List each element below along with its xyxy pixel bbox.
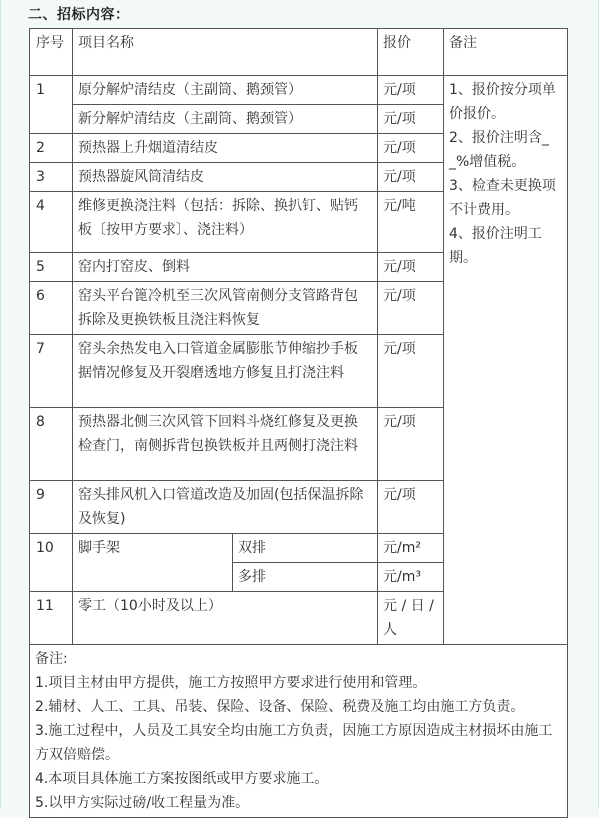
notes-row (30, 645, 568, 818)
row-price: 元/吨 (378, 192, 444, 253)
section-title: 二、招标内容： (28, 7, 130, 23)
row-seq: 6 (30, 282, 73, 335)
row-price: 元/m³ (378, 563, 444, 592)
remark-line: 1、报价按分项单价报价。 (449, 82, 556, 122)
row-price: 元/项 (378, 134, 444, 163)
remark-line: 3、检查未更换项不计费用。 (449, 178, 556, 218)
row-price: 元/项 (378, 408, 444, 481)
row-seq: 10 (30, 534, 73, 592)
row-price: 元/项 (378, 335, 444, 408)
row-name: 原分解炉清结皮（主副筒、鹅颈管） (73, 76, 378, 105)
row-seq: 4 (30, 192, 73, 253)
row-name: 新分解炉清结皮（主副筒、鹅颈管） (73, 105, 378, 134)
bid-table (29, 28, 568, 818)
row-name: 脚手架 (73, 534, 233, 592)
row-name: 窑内打窑皮、倒料 (73, 253, 378, 282)
row-name: 窑头排风机入口管道改造及加固(包括保温拆除及恢复) (73, 481, 378, 534)
note-line: 5.以甲方实际过磅/收工程量为准。 (35, 795, 250, 811)
row-name: 预热器北侧三次风管下回料斗烧红修复及更换检查门，南侧拆背包换铁板并且两侧打浇注料 (73, 408, 378, 481)
remark-line: 4、报价注明工期。 (449, 226, 542, 266)
note-line: 2.辅材、人工、工具、吊装、保险、设备、保险、税费及施工均由施工方负责。 (35, 699, 525, 715)
header-seq: 序号 (30, 29, 73, 76)
remark-line: 2、报价注明含_ _%增值税。 (449, 130, 549, 170)
notes-title: 备注: (35, 651, 68, 667)
row-name: 预热器上升烟道清结皮 (73, 134, 378, 163)
row-price: 元/项 (378, 253, 444, 282)
row-name: 预热器旋风筒清结皮 (73, 163, 378, 192)
row-seq: 11 (30, 592, 73, 645)
row-seq: 3 (30, 163, 73, 192)
row-seq: 1 (30, 76, 73, 134)
row-seq: 8 (30, 408, 73, 481)
notes-cell (30, 645, 568, 818)
row-seq: 2 (30, 134, 73, 163)
row-seq: 7 (30, 335, 73, 408)
row-price: 元/项 (378, 481, 444, 534)
row-subitem: 多排 (233, 563, 378, 592)
row-name: 零工（10小时及以上） (73, 592, 378, 645)
row-price: 元 / 日 / 人 (378, 592, 444, 645)
header-name: 项目名称 (73, 29, 378, 76)
row-seq: 9 (30, 481, 73, 534)
row-subitem: 双排 (233, 534, 378, 563)
row-price: 元/m² (378, 534, 444, 563)
row-price: 元/项 (378, 282, 444, 335)
row-name: 维修更换浇注料（包括：拆除、换扒钉、贴钙板〔按甲方要求〕、浇注料） (73, 192, 378, 253)
row-name: 窑头平台篦冷机至三次风管南侧分支管路背包拆除及更换铁板且浇注料恢复 (73, 282, 378, 335)
row-seq: 5 (30, 253, 73, 282)
remark-cell (444, 76, 568, 645)
header-row (30, 29, 568, 76)
row-name: 窑头余热发电入口管道金属膨胀节伸缩抄手板据情况修复及开裂磨透地方修复且打浇注料 (73, 335, 378, 408)
note-line: 3.施工过程中，人员及工具安全均由施工方负责，因施工方原因造成主材损坏由施工方双倍赔偿。 (35, 723, 553, 763)
row-price: 元/项 (378, 76, 444, 105)
note-line: 4.本项目具体施工方案按图纸或甲方要求施工。 (35, 771, 329, 787)
row-price: 元/项 (378, 105, 444, 134)
row-price: 元/项 (378, 163, 444, 192)
header-price: 报价 (378, 29, 444, 76)
table-row (30, 76, 568, 105)
header-remark: 备注 (444, 29, 568, 76)
note-line: 1.项目主材由甲方提供，施工方按照甲方要求进行使用和管理。 (35, 675, 427, 691)
